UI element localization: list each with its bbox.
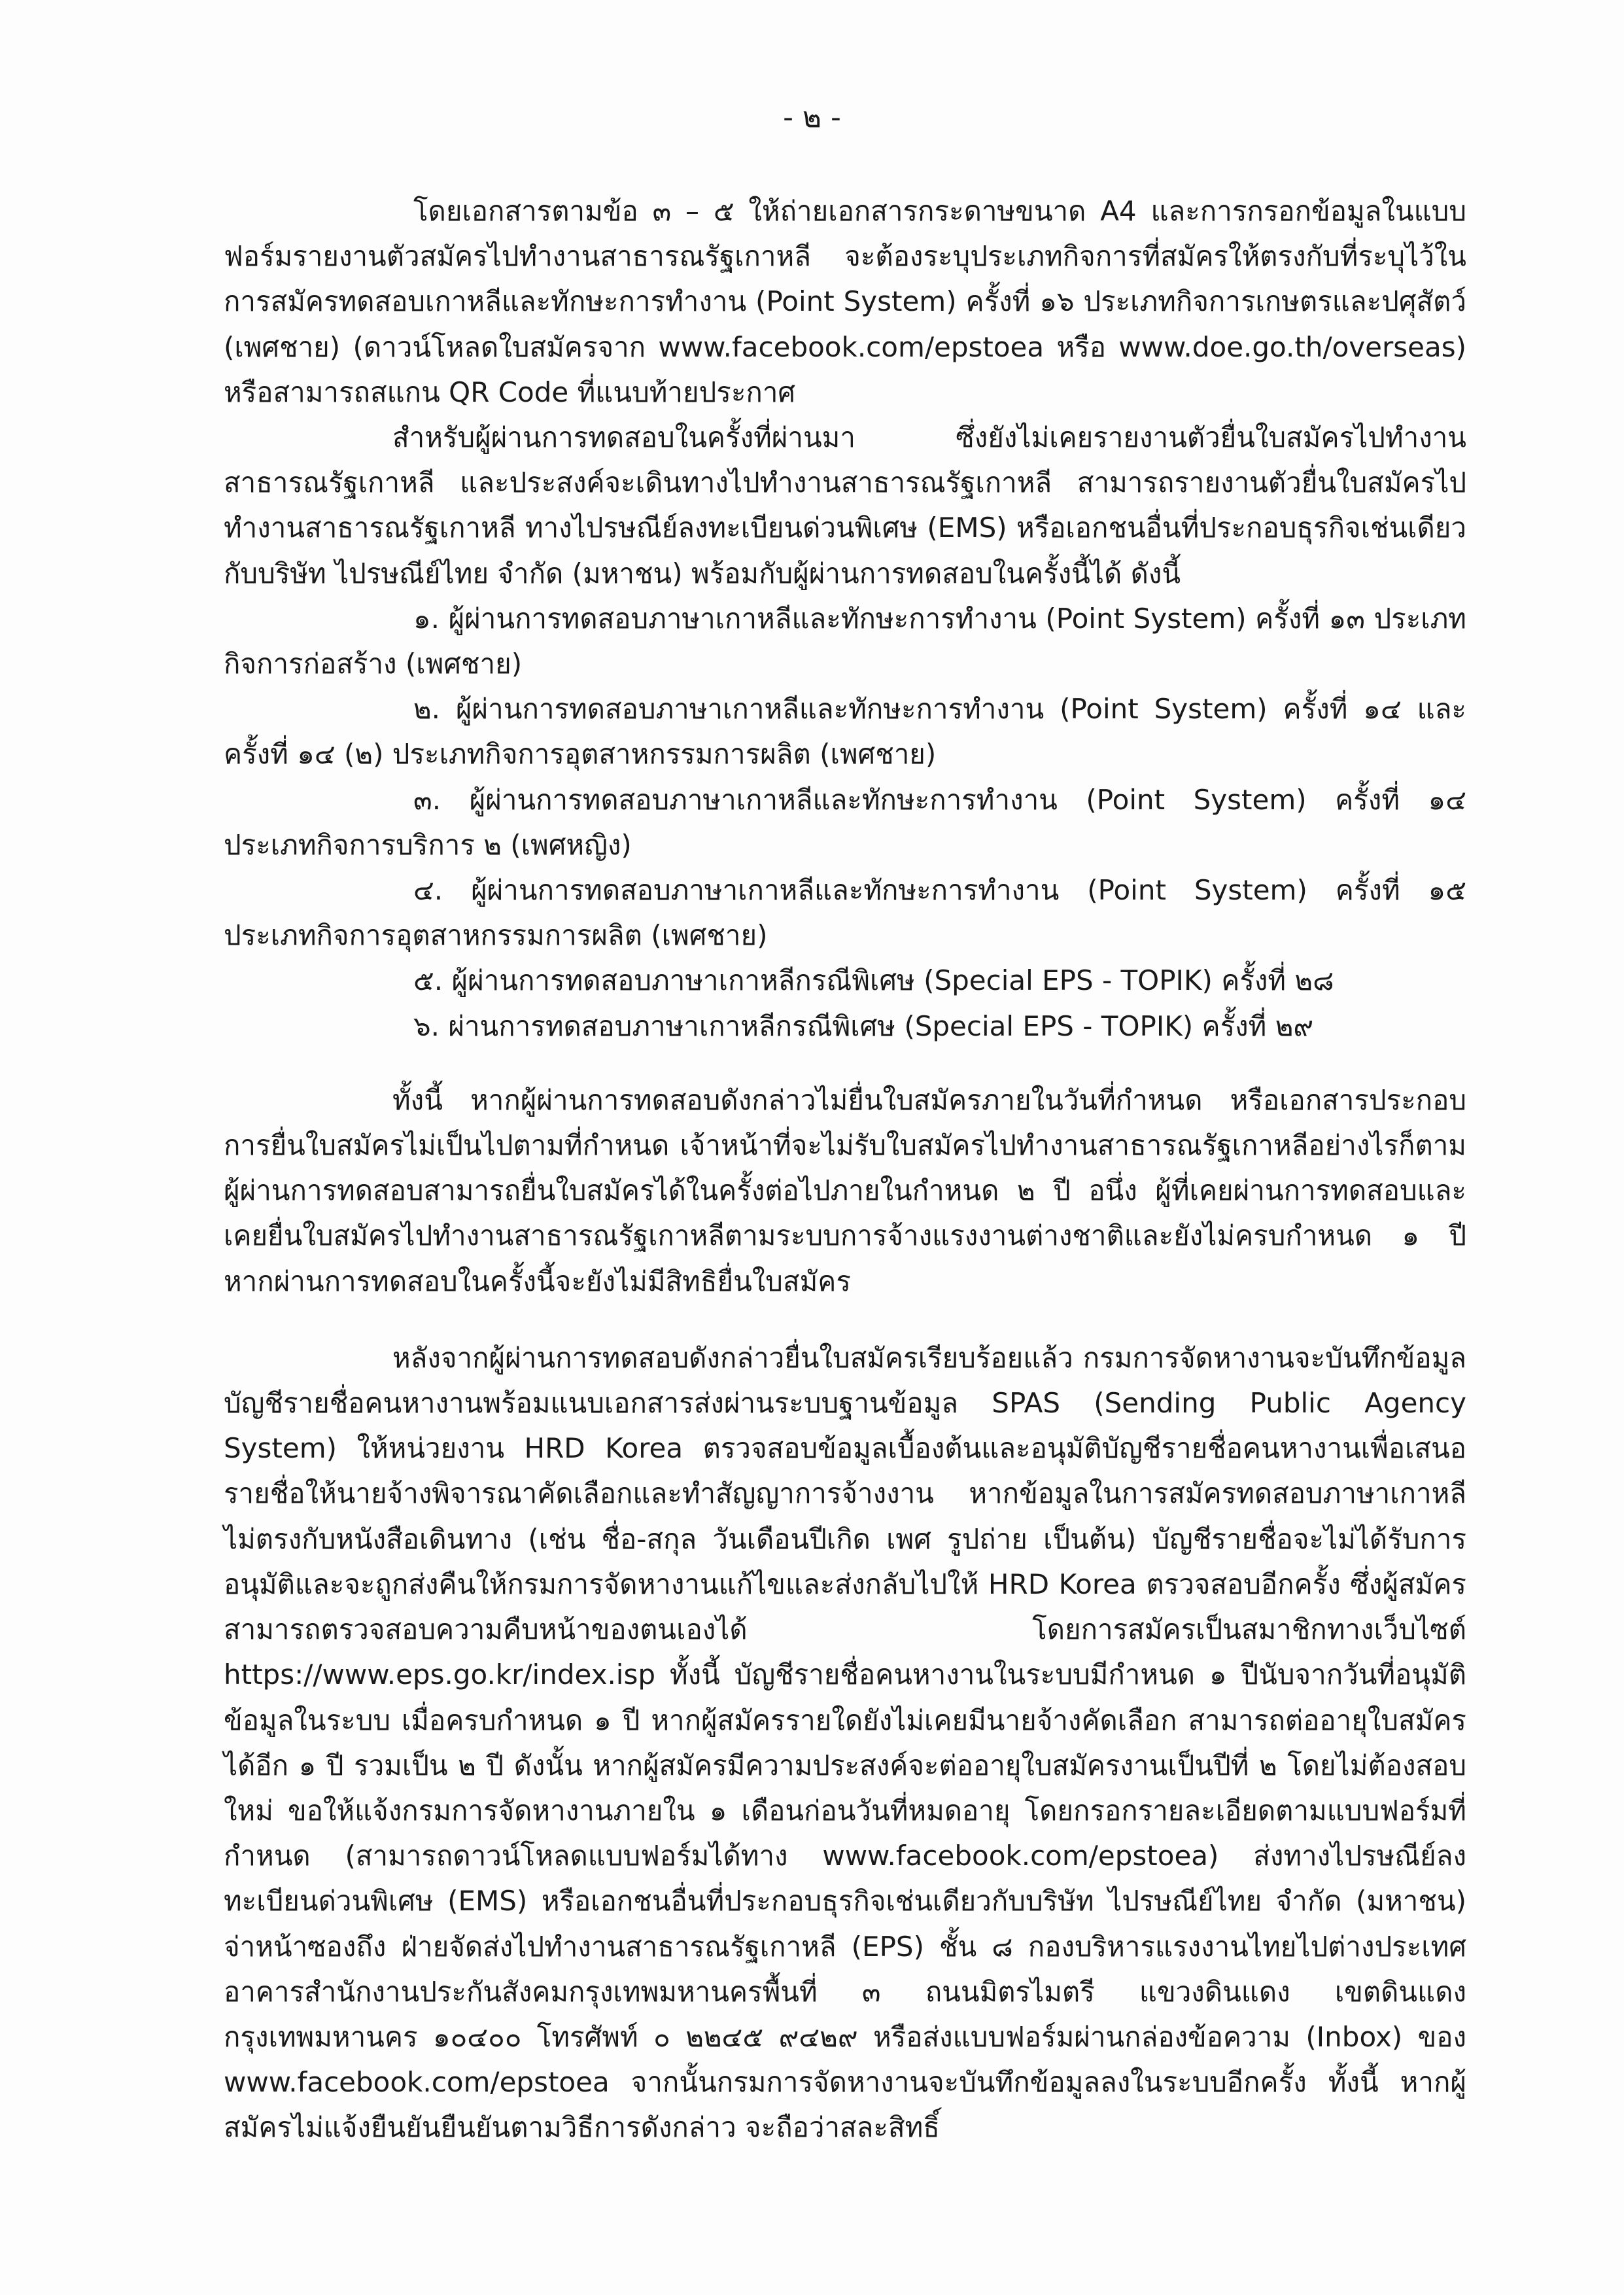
spacer — [224, 1304, 1466, 1335]
paragraph-documents-format: โดยเอกสารตามข้อ ๓ – ๕ ให้ถ่ายเอกสารกระดาษขนาด A4 และการกรอกข้อมูลในแบบฟอร์มรายงานตัวสมัครไปทำงานสาธารณรัฐเกาหลี จะต้องระบุประเภทกิจการที่สมัครให้ตรงกับที่ระบุไว้ในการสมัครทดสอบเกาหลีและทักษะการทำงาน (Point System) ครั้งที่ ๑๖ ประเภทกิจการเกษตรและปศุสัตว์ (เพศชาย) (ดาวน์โหลดใบสมัครจาก www.facebook.com/epstoea หรือ www.doe.go.th/overseas) หรือสามารถสแกน QR Code ที่แนบท้ายประกาศ — [224, 195, 1466, 408]
list-item: ๕. ผู้ผ่านการทดสอบภาษาเกาหลีกรณีพิเศษ (Special EPS - TOPIK) ครั้งที่ ๒๘ — [413, 964, 1334, 997]
paragraph-spas-registration: หลังจากผู้ผ่านการทดสอบดังกล่าวยื่นใบสมัครเรียบร้อยแล้ว กรมการจัดหางานจะบันทึกข้อมูลบัญชีรายชื่อคนหางานพร้อมแนบเอกสารส่งผ่านระบบฐานข้อมูล SPAS (Sending Public Agency System) ให้หน่วยงาน HRD Korea ตรวจสอบข้อมูลเบื้องต้นและอนุมัติบัญชีรายชื่อคนหางานเพื่อเสนอรายชื่อให้นายจ้างพิจารณาคัดเลือกและทำสัญญาการจ้างงาน หากข้อมูลในการสมัครทดสอบภาษาเกาหลีไม่ตรงกับหนังสือเดินทาง (เช่น ชื่อ-สกุล วันเดือนปีเกิด เพศ รูปถ่าย เป็นต้น) บัญชีรายชื่อจะไม่ได้รับการอนุมัติและจะถูกส่งคืนให้กรมการจัดหางานแก้ไขและส่งกลับไปให้ HRD Korea ตรวจสอบอีกครั้ง ซึ่งผู้สมัครสามารถตรวจสอบความคืบหน้าของตนเองได้ โดยการสมัครเป็นสมาชิกทางเว็บไซต์ https://www.eps.go.kr/index.isp ทั้งนี้ บัญชีรายชื่อคนหางานในระบบมีกำหนด ๑ ปีนับจากวันที่อนุมัติข้อมูลในระบบ เมื่อครบกำหนด ๑ ปี หากผู้สมัครรายใดยังไม่เคยมีนายจ้างคัดเลือก สามารถต่ออายุใบสมัครได้อีก ๑ ปี รวมเป็น ๒ ปี ดังนั้น หากผู้สมัครมีความประสงค์จะต่ออายุใบสมัครงานเป็นปีที่ ๒ โดยไม่ต้องสอบใหม่ ขอให้แจ้งกรมการจัดหางานภายใน ๑ เดือนก่อนวันที่หมดอายุ โดยกรอกรายละเอียดตามแบบฟอร์มที่กำหนด (สามารถดาวน์โหลดแบบฟอร์มได้ทาง www.facebook.com/epstoea) ส่งทางไปรษณีย์ลงทะเบียนด่วนพิเศษ (EMS) หรือเอกชนอื่นที่ประกอบธุรกิจเช่นเดียวกับบริษัท ไปรษณีย์ไทย จำกัด (มหาชน) จ่าหน้าซองถึง ฝ่ายจัดส่งไปทำงานสาธารณรัฐเกาหลี (EPS) ชั้น ๘ กองบริหารแรงงานไทยไปต่างประเทศ อาคารสำนักงานประกันสังคมกรุงเทพมหานครพื้นที่ ๓ ถนนมิตรไมตรี แขวงดินแดง เขตดินแดง กรุงเทพมหานคร ๑๐๔๐๐ โทรศัพท์ ๐ ๒๒๔๕ ๙๔๒๙ หรือส่งแบบฟอร์มผ่านกล่องข้อความ (Inbox) ของ www.facebook.com/epstoea จากนั้นกรมการจัดหางานจะบันทึกข้อมูลลงในระบบอีกครั้ง ทั้งนี้ หากผู้สมัครไม่แจ้งยืนยันยืนยันตามวิธีการดังกล่าว จะถือว่าสละสิทธิ์ — [224, 1341, 1467, 2144]
spacer — [224, 1049, 1466, 1077]
list-item: ๔. ผู้ผ่านการทดสอบภาษาเกาหลีและทักษะการทำงาน (Point System) ครั้งที่ ๑๕ ประเภทกิจการอุตสาหกรรมการผลิต (เพศชาย) — [224, 874, 1466, 952]
paragraph-previous-passers: สำหรับผู้ผ่านการทดสอบในครั้งที่ผ่านมา ซึ่งยังไม่เคยรายงานตัวยื่นใบสมัครไปทำงานสาธารณรัฐเกาหลี และประสงค์จะเดินทางไปทำงานสาธารณรัฐเกาหลี สามารถรายงานตัวยื่นใบสมัครไปทำงานสาธารณรัฐเกาหลี ทางไปรษณีย์ลงทะเบียนด่วนพิเศษ (EMS) หรือเอกชนอื่นที่ประกอบธุรกิจเช่นเดียวกับบริษัท ไปรษณีย์ไทย จำกัด (มหาชน) พร้อมกับผู้ผ่านการทดสอบในครั้งนี้ได้ ดังนี้ — [224, 421, 1466, 589]
page-number: - ๒ - — [783, 101, 841, 134]
eligible-list — [224, 596, 1466, 1049]
list-item: ๖. ผ่านการทดสอบภาษาเกาหลีกรณีพิเศษ (Special EPS - TOPIK) ครั้งที่ ๒๙ — [413, 1009, 1314, 1042]
list-item: ๒. ผู้ผ่านการทดสอบภาษาเกาหลีและทักษะการทำงาน (Point System) ครั้งที่ ๑๔ และครั้งที่ ๑๔ (๒) ประเภทกิจการอุตสาหกรรมการผลิต (เพศชาย) — [224, 693, 1466, 771]
list-item: ๑. ผู้ผ่านการทดสอบภาษาเกาหลีและทักษะการทำงาน (Point System) ครั้งที่ ๑๓ ประเภทกิจการก่อสร้าง (เพศชาย) — [224, 602, 1466, 680]
document-body — [224, 188, 1466, 2150]
paragraph-deadline-notice: ทั้งนี้ หากผู้ผ่านการทดสอบดังกล่าวไม่ยื่นใบสมัครภายในวันที่กำหนด หรือเอกสารประกอบการยื่นใบสมัครไม่เป็นไปตามที่กำหนด เจ้าหน้าที่จะไม่รับใบสมัครไปทำงานสาธารณรัฐเกาหลีอย่างไรก็ตาม ผู้ผ่านการทดสอบสามารถยื่นใบสมัครได้ในครั้งต่อไปภายในกำหนด ๒ ปี อนึ่ง ผู้ที่เคยผ่านการทดสอบและเคยยื่นใบสมัครไปทำงานสาธารณรัฐเกาหลีตามระบบการจ้างแรงงานต่างชาติและยังไม่ครบกำหนด ๑ ปี หากผ่านการทดสอบในครั้งนี้จะยังไม่มีสิทธิยื่นใบสมัคร — [224, 1083, 1466, 1297]
list-item: ๓. ผู้ผ่านการทดสอบภาษาเกาหลีและทักษะการทำงาน (Point System) ครั้งที่ ๑๔ ประเภทกิจการบริการ ๒ (เพศหญิง) — [224, 783, 1466, 861]
